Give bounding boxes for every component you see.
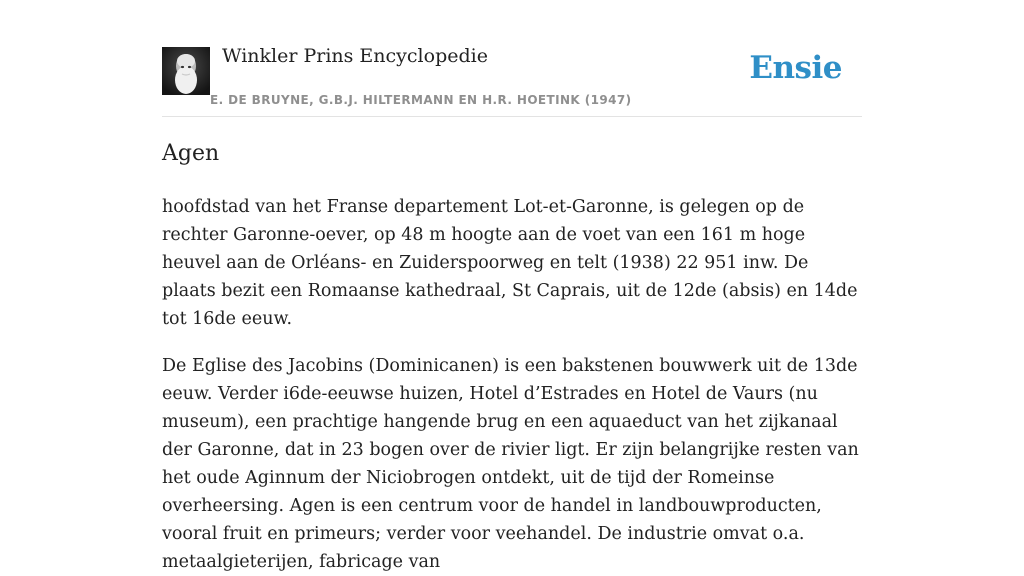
article-paragraph: hoofdstad van het Franse departement Lot-et-Garonne, is gelegen op de rechter Garonne-oever, op 48 m hoogte aan de voet van een 161 m hoge heuvel aan de Orléans- en Zuiderspoorweg en telt (1938) 22 951 inw. De plaats bezit een Romaanse kathedraal, St Caprais, uit de 12de (absis) en 14de tot 16de eeuw. — [162, 197, 858, 329]
portrait-image — [162, 47, 210, 95]
article — [162, 138, 862, 576]
ensie-logo[interactable]: Ensie — [749, 50, 842, 86]
source-title[interactable]: Winkler Prins Encyclopedie — [222, 45, 488, 67]
author-avatar[interactable] — [162, 47, 210, 95]
article-title: Agen — [162, 141, 220, 166]
header — [162, 0, 862, 117]
article-paragraph: De Eglise des Jacobins (Dominicanen) is een bakstenen bouwwerk uit de 13de eeuw. Verder i6de-eeuwse huizen, Hotel d’Estrades en Hotel de Vaurs (nu museum), een prachtige hangende brug en een aquaeduct van het zijkanaal der Garonne, dat in 23 bogen over de rivier ligt. Er zijn belangrijke resten van het oude Aginnum der Niciobrogen ontdekt, uit de tijd der Romeinse overheersing. Agen is een centrum voor de handel in landbouwproducten, vooral fruit en primeurs; verder voor veehandel. De industrie omvat o.a. metaalgieterijen, fabricage van — [162, 356, 859, 572]
source-authors: E. DE BRUYNE, G.B.J. HILTERMANN EN H.R. HOETINK (1947) — [210, 93, 632, 107]
